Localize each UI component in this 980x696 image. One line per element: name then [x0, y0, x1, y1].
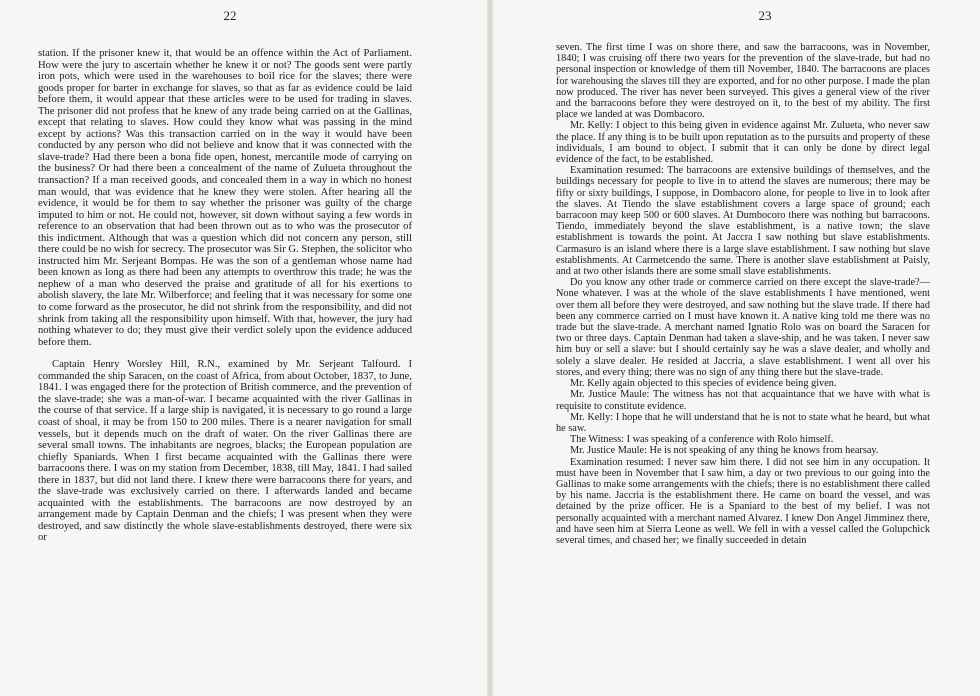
paragraph: Mr. Justice Maule: He is not speaking of any thing he knows from hearsay.	[570, 445, 879, 457]
paragraph: Captain Henry Worsley Hill, R.N., examined by Mr. Serjeant Talfourd. I commanded the ship Saracen, on the coast of Africa, from about October, 1837, to June, 1841. I was engaged there for the protection of British commerce, and the prevention of the slave-trade; she was a man-of-war. I became acquainted with the river Gallinas in the course of that service. If a large ship is navigated, it is necessary to go round a large coast of shoal, it may be from 150 to 200 miles. There is a nearer navigation for small vessels, but it depends much on the draft of water. On the river Gallinas there are several small towns. The inhabitants are negroes, blacks; the European population are chiefly Spaniards. When I first became acquainted with the Gallinas there were barracoons there. I was on my station from December, 1838, till May, 1841. I had sailed there in 1837, but did not land there. I knew there were barracoons there for years, and the slave-trade was exclusively carried on there. I afterwards landed and became acquainted with the establishments. The barracoons are now destroyed by an arrangement made by Captain Denman and the chiefs; I was present when they were destroyed, and saw distinctly the whole slave-establishments destroyed, there were six or	[38, 359, 412, 544]
left-page	[0, 0, 487, 696]
paragraph: Examination resumed: The barracoons are extensive buildings of themselves, and the buildings necessary for people to live in to attend the slaves are numerous; there may be fifty or sixty buildings, I suppose, in Dombacoro alone, for people to live in to look after the slaves. At Tiendo the slave establishment covers a large space of ground; each barracoon may keep 500 or 600 slaves. At Dumbocoro there was nothing but barracoons. Tiendo, immediately beyond the slave establishment, is a native town; the slave establishment is towards the point. At Jaccra I saw nothing but slave establishments. Carmasuro is an island where there is a large slave establishment. I saw nothing but slave establishments. At Carmetcendo the same. There is another slave establishment at Paisly, and at two other islands there are some small slave establishments.	[556, 165, 930, 278]
page-number: 22	[223, 8, 237, 23]
paragraph: The Witness: I was speaking of a conference with Rolo himself.	[570, 434, 834, 446]
page-number: 23	[758, 8, 772, 23]
paragraph: Mr. Kelly: I object to this being given in evidence against Mr. Zulueta, who never saw the place. If any thing is to be built upon reputation as to the pursuits and property of these individuals, I am bound to object. I submit that it can only be done by direct legal evidence of the fact, to be established.	[556, 120, 930, 166]
paragraph: Do you know any other trade or commerce carried on there except the slave-trade?—None whatever. I was at the whole of the slave establishments I have mentioned, went over them all before they were destroyed, and saw nothing but the slave trade. If there had been any commerce carried on I must have known it. A native king told me there was no trade but the slave-trade. A merchant named Ignatio Rolo was on board the Saracen for two or three days. Captain Denman had taken a slave-ship, and he was taken. I never saw him buy or sell a slave: but I should certainly say he was a slave dealer, and wholly and solely a slave dealer. He resided at Jaccria, a slave establishment. I went all over his stores, and every thing; there was no sign of any thing there but the slave-trade.	[556, 277, 930, 378]
paragraph: station. If the prisoner knew it, that would be an offence within the Act of Parliament. How were the jury to ascertain whether he knew it or not? The goods sent were partly iron pots, which were used in the warehouses to boil rice for the slaves; there were goods proper for barter in exchange for slaves, so that as far as evidence could be laid before them, it would appear that these articles were to be used for trading in slaves. The prisoner did not profess that he knew of any trade being carried on at the Gallinas, except that relating to slaves. How could they know what was passing in the mind except by actions? Was this transaction carried on in the way it would have been conducted by any person who did not believe and know that it was connected with the slave-trade? Had there been a bona fide open, honest, mercantile mode of carrying on the business? Or had there been a concealment of the name of Zulueta throughout the transaction? If a man received goods, and concealed them in a way in which no honest man would, that was evidence that he knew they were stolen. After hearing all the evidence, it would be for them to say whether the prisoner was guilty of the charge imputed to him or not. He could not, however, sit down without saying a few words in reference to an observation that had been thrown out as to who was the prosecutor of this indictment. Although that was a question which did not concern any person, still there could be no wish for secrecy. The prosecutor was Sir G. Stephen, the solicitor who instructed him Mr. Serjeant Bompas. He was the son of a gentleman whose name had been known as long as there had been any attempts to overthrow this trade; he was the nephew of a man who deserved the praise and gratitude of all for his exertions to abolish slavery, the late Mr. Wilberforce; and feeling that it was necessary for some one to come forward as the prosecutor, he did not shrink from the responsibility, and did not shrink from taking all the responsibility upon himself. With that, however, the jury had nothing whatever to do; they must give their verdict solely upon the evidence adduced before them.	[38, 48, 412, 348]
page-body	[38, 48, 412, 544]
paragraph: Mr. Kelly again objected to this species of evidence being given.	[570, 378, 837, 390]
paragraph: Mr. Kelly: I hope that he will understand that he is not to state what he heard, but what he saw.	[556, 411, 930, 434]
paragraph: Examination resumed: I never saw him there. I did not see him in any occupation. It must have been in November that I saw him, a day or two previous to our going into the Gallinas to make some arrangements with the chiefs; there is no establishment there called by his name. Jaccria is the establishment there. He came on board the vessel, and was detained by the prize officer. He is a Spaniard to the best of my belief. I was not personally acquainted with a merchant named Alvarez. I knew Don Angel Jimminez there, and have seen him at Sierra Leone as well. We fell in with a vessel called the Golupchick several times, and chased her; we finally succeeded in detain	[556, 456, 930, 546]
paragraph: Mr. Justice Maule: The witness has not that acquaintance that we have with what is requisite to constitute evidence.	[556, 389, 930, 412]
right-page	[493, 0, 980, 696]
page-body	[556, 42, 930, 546]
paragraph: seven. The first time I was on shore there, and saw the barracoons, was in November, 1840; I was cruising off there two years for the prevention of the slave-trade, but had no personal inspection or knowledge of them till November, 1840. The barracoons are places for warehousing the slaves till they are exported, and for no other purpose. I made the plan now produced. The river has never been surveyed. This gives a general view of the river and the barracoons before they were destroyed on it, to the best of my ability. The first place we landed at was Dombacoro.	[556, 42, 930, 121]
